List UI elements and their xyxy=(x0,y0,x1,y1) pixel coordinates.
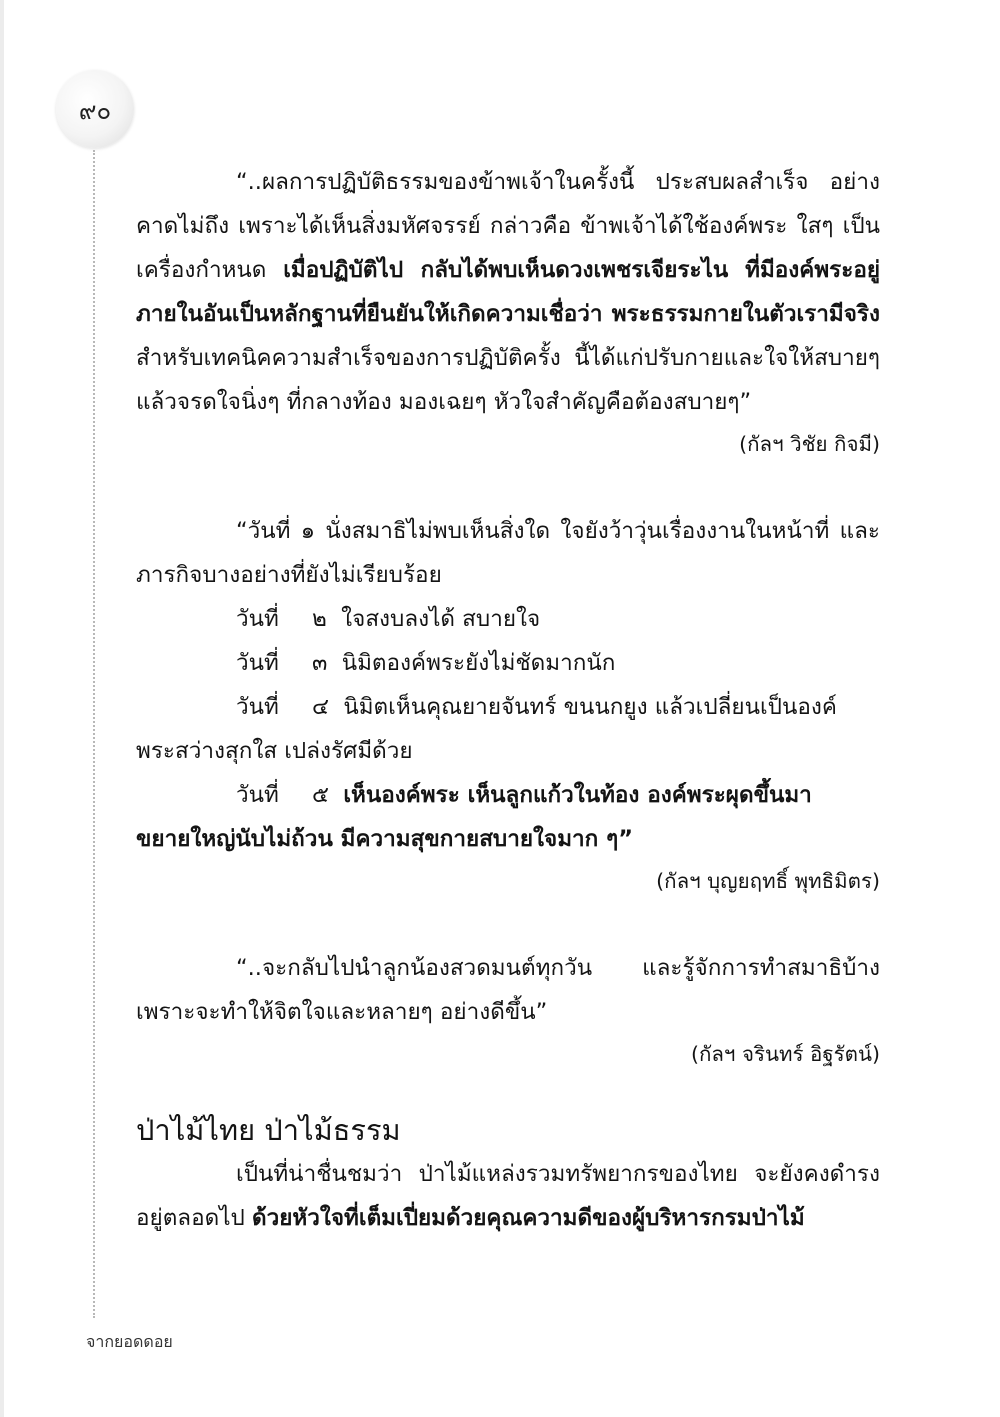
testimony-2-line-2: และภารกิจบางอย่างที่ยังไม่เรียบร้อย xyxy=(136,518,880,588)
testimony-2-day-5-continued xyxy=(136,817,880,861)
testimony-2-intro xyxy=(136,509,880,597)
testimony-1-highlight-2: ที่มีองค์พระอยู่ภายในอันเป็นหลักฐานที่ยืนยันให้เกิดความเชื่อว่า xyxy=(136,257,881,327)
day-text-bold: เห็นองค์พระ เห็นลูกแก้วในท้อง องค์พระผุดขึ้นมา xyxy=(343,782,812,808)
testimony-2-day-4-continued: พระสว่างสุกใส เปล่งรัศมีด้วย xyxy=(136,738,413,764)
testimony-1-line-1: “..ผลการปฏิบัติธรรมของข้าพเจ้าในครั้งนี้ ประสบผลสำเร็จ xyxy=(236,169,809,195)
day-number: ๓ xyxy=(312,650,328,676)
testimony-1-highlight-1: เมื่อปฏิบัติไป กลับได้พบเห็นดวงเพชรเจียระไน xyxy=(283,257,729,283)
testimony-2-day-5 xyxy=(136,773,880,817)
testimony-1-line-6: นี้ได้แก่ปรับกายและใจให้สบายๆ แล้วจรดใจนิ่งๆ ที่กลางท้อง มองเฉยๆ xyxy=(136,345,880,415)
testimony-2-day-4 xyxy=(136,685,880,729)
section-line-2: อยู่ตลอดไป xyxy=(136,1205,252,1231)
day-label: วันที่ xyxy=(236,606,279,632)
testimony-1-citation: (กัลฯ วิชัย กิจมี) xyxy=(739,432,880,456)
testimony-1-line-5: สำหรับเทคนิคความสำเร็จของการปฏิบัติครั้ง xyxy=(136,345,561,371)
testimony-1-highlight-3: พระธรรมกายในตัวเรามีจริง xyxy=(611,301,880,327)
testimony-2-day-2 xyxy=(136,597,880,641)
testimony-1-line-7: หัวใจสำคัญคือต้องสบายๆ” xyxy=(493,389,752,415)
section-highlight: ด้วยหัวใจที่เต็มเปี่ยมด้วยคุณความดีของผู้บริหารกรมป่าไม้ xyxy=(251,1205,805,1231)
day-text: นิมิตองค์พระยังไม่ชัดมากนัก xyxy=(341,650,616,676)
dotted-margin-line xyxy=(93,150,95,1318)
day-text: นิมิตเห็นคุณยายจันทร์ ขนนกยูง แล้วเปลี่ยนเป็นองค์ xyxy=(343,694,837,720)
day-number: ๒ xyxy=(312,606,327,632)
testimony-1-line-2: อย่างคาดไม่ถึง เพราะได้เห็นสิ่งมหัศจรรย์ กล่าวคือ ข้าพเจ้าได้ใช้องค์พระ xyxy=(136,169,880,239)
day-label: วันที่ xyxy=(236,782,279,808)
section-heading: ป่าไม้ไทย ป่าไม้ธรรม xyxy=(136,1113,401,1147)
page-edge xyxy=(0,0,4,1417)
testimony-2-citation: (กัลฯ บุญยฤทธิ์ พุทธิมิตร) xyxy=(656,869,880,893)
testimony-2-line-1: “วันที่ ๑ นั่งสมาธิไม่พบเห็นสิ่งใด ใจยังว้าวุ่นเรื่องงานในหน้าที่ xyxy=(236,518,830,544)
testimony-3-citation: (กัลฯ จรินทร์ อิฐรัตน์) xyxy=(690,1042,880,1066)
testimony-3-line-2: เพราะจะทำให้จิตใจและหลายๆ อย่างดีขึ้น” xyxy=(136,999,548,1025)
day-number: ๕ xyxy=(312,782,330,808)
testimony-3 xyxy=(136,946,880,1034)
day-number: ๔ xyxy=(312,694,330,720)
day-text: ใจสงบลงได้ สบายใจ xyxy=(341,606,541,632)
testimony-1 xyxy=(136,160,880,424)
testimony-1-line-3: ใสๆ เป็นเครื่องกำหนด xyxy=(136,213,880,283)
day-label: วันที่ xyxy=(236,694,279,720)
section-paragraph xyxy=(136,1152,880,1240)
page-number: ๙๐ xyxy=(78,97,112,125)
section-line-1: เป็นที่น่าชื่นชมว่า ป่าไม้แหล่งรวมทรัพยากรของไทย จะยังคงดำรง xyxy=(236,1161,880,1187)
day-5-continued-bold: ขยายใหญ่นับไม่ถ้วน มีความสุขกายสบายใจมาก ๆ” xyxy=(136,826,633,852)
testimony-2-day-3 xyxy=(136,641,880,685)
page-content xyxy=(136,160,880,1240)
testimony-3-line-1: “..จะกลับไปนำลูกน้องสวดมนต์ทุกวัน และรู้จักการทำสมาธิบ้าง xyxy=(236,955,880,981)
day-label: วันที่ xyxy=(236,650,279,676)
footer-book-title: จากยอดดอย xyxy=(86,1332,173,1351)
